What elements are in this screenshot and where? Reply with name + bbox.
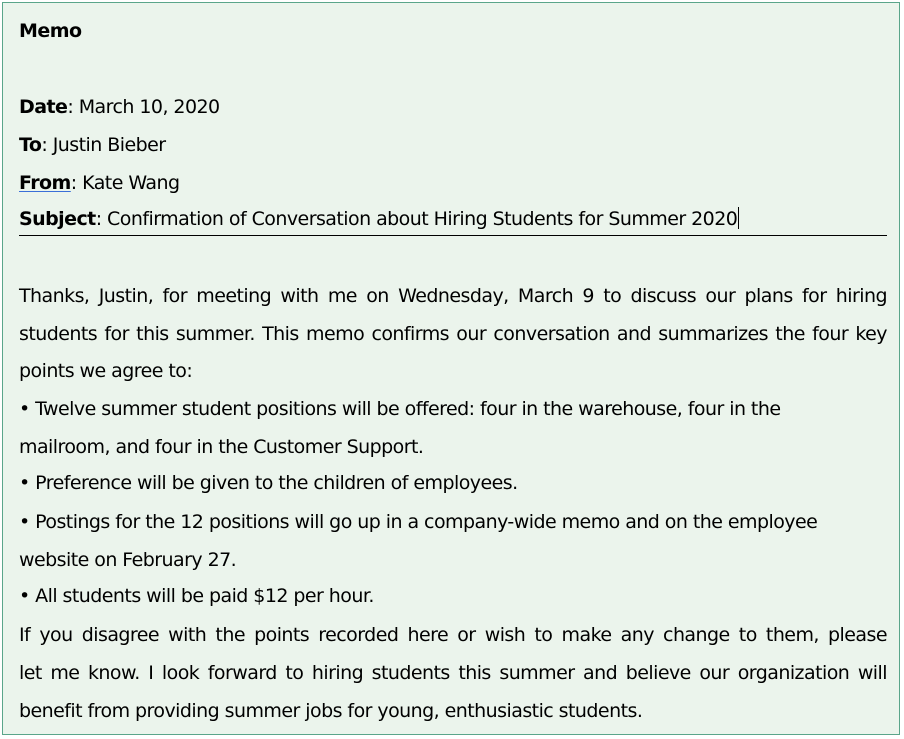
intro-line-3: points we agree to:: [19, 360, 193, 382]
bullet-4: • All students will be paid $12 per hour.: [19, 585, 374, 607]
date-value: : March 10, 2020: [67, 96, 220, 118]
text-cursor: [738, 207, 739, 229]
subject-label: Subject: [19, 208, 96, 230]
bullet-3-line-2: website on February 27.: [19, 549, 237, 571]
memo-heading: Memo: [19, 20, 82, 42]
bullet-1-line-1: • Twelve summer student positions will be offered: four in the warehouse, four in the: [19, 398, 781, 420]
header-divider: [19, 235, 887, 236]
intro-line-1: Thanks, Justin, for meeting with me on Wednesday, March 9 to discuss our plans for hiring: [19, 285, 887, 307]
to-value: : Justin Bieber: [41, 134, 166, 156]
closing-line-2: let me know. I look forward to hiring students this summer and believe our organization will: [19, 662, 887, 684]
date-line: [19, 95, 220, 119]
bullet-2: • Preference will be given to the children of employees.: [19, 472, 518, 494]
date-label: Date: [19, 96, 68, 118]
subject-line[interactable]: [19, 207, 739, 231]
subject-value: : Confirmation of Conversation about Hiring Students for Summer 2020: [95, 208, 738, 230]
closing-line-1: If you disagree with the points recorded here or wish to make any change to them, please: [19, 624, 887, 646]
closing-line-3: benefit from providing summer jobs for young, enthusiastic students.: [19, 700, 643, 722]
from-label: From: [19, 172, 71, 194]
bullet-1-line-2: mailroom, and four in the Customer Support.: [19, 436, 424, 458]
to-label: To: [19, 134, 42, 156]
to-line: [19, 133, 166, 157]
bullet-3-line-1: • Postings for the 12 positions will go up in a company-wide memo and on the employee: [19, 511, 818, 533]
intro-line-2: students for this summer. This memo confirms our conversation and summarizes the four key: [19, 323, 887, 345]
from-value: : Kate Wang: [70, 172, 180, 194]
from-line: [19, 171, 179, 195]
memo-document: [2, 2, 900, 735]
